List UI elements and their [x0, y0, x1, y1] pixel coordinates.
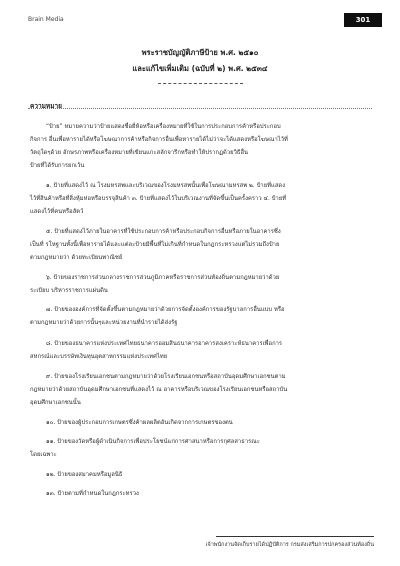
body-line: กิจการ อื่นเพื่อหารายได้หรือโฆษณาการค้าหรือกิจการอื่นเพื่อหารายได้ไม่ว่าจะได้แสดงหรือโฆษณาไว้ที่	[30, 137, 288, 143]
body-line: เป็นที่ รโหฐานทั้งนี้เพื่อหารายได้และแต่ละป้ายมีพื้นที่ไม่เกินที่กำหนดในกฎกระทรวงแต่ไม่รวมถึงป้าย	[30, 242, 280, 248]
body-line: ๙. ป้ายของโรงเรียนเอกชนตามกฎหมายว่าด้วยโรงเรียนเอกชนหรือสถาบันอุดมศึกษาเอกชนตาม	[46, 374, 286, 380]
body-line: กฎหมายว่าด้วยสถาบันอุดมศึกษาเอกชนที่แสดงไว้ ณ อาคารหรือบริเวณของโรงเรียนเอกชนหรือสถาบัน	[30, 387, 288, 393]
body-line: ๗. ป้ายขององค์การที่จัดตั้งขึ้นตามกฎหมายว่าด้วยการจัดตั้งองค์การของรัฐบาลการอื่นแบบ หรือ	[46, 307, 285, 313]
body-line: วัตถุใดๆด้วย อักษรภาพหรือเครื่องหมายที่เขียนแกะสลักจารึกหรือทำให้ปรากฏด้วยวิธีอื่น	[30, 150, 249, 156]
body-line: แสดงไว้ที่คนหรือสัตว์	[30, 209, 84, 215]
title-divider	[158, 83, 243, 84]
body-line: ๖. ป้ายของราชการส่วนกลางราชการส่วนภูมิภาคหรือราชการส่วนท้องถิ่นตามกฎหมายว่าด้วย	[46, 275, 280, 281]
body-line: สหกรณ์และบรรษัทเงินทุนอุตสาหกรรมแห่งประเทศไทย	[30, 354, 168, 360]
page-number-badge: 301	[344, 13, 382, 27]
body-line: อุดมศึกษาเอกชนนั้น	[30, 400, 81, 406]
section-divider	[28, 108, 372, 109]
body-line: ๑๒. ป้ายของสมาคมหรือมูลนิธิ	[46, 472, 123, 478]
body-line: ไว้ที่สินค้าหรือที่สิ่งหุ้มห่อหรือบรรจุสินค้า ๓. ป้ายที่แสดงไว้ในบริเวณงานที่จัดขึ้นเป็นครั้งคราว ๔. ป้ายที่	[30, 196, 287, 202]
body-line: ๘. ป้ายของธนาคารแห่งประเทศไทยธนาคารออมสินธนาคารอาคารสงเคราะห์ธนาคารเพื่อการ	[46, 341, 283, 347]
body-line: ตามกฎหมายว่า ด้วยทะเบียนพาณิชย์	[30, 255, 123, 261]
body-line: โดยเฉพาะ	[30, 452, 57, 458]
document-title: พระราชบัญญัติภาษีป้าย พ.ศ. ๒๕๑๐	[141, 48, 259, 57]
body-line: ป้ายที่ได้รับการยกเว้น	[30, 163, 85, 169]
section-heading: ความหมาย	[30, 102, 62, 110]
footer-caption: เจ้าพนักงานจัดเก็บรายได้ปฏิบัติการ กรมส่งเสริมการปกครองส่วนท้องถิ่น	[205, 542, 374, 548]
document-subtitle: และแก้ไขเพิ่มเติม (ฉบับที่ ๒) พ.ศ. ๒๕๓๔	[132, 64, 268, 73]
body-line: ระเบียบ บริหารราชการแผ่นดิน	[30, 288, 108, 294]
publisher-brand: Brain Media	[28, 16, 64, 23]
body-line: ๕. ป้ายที่แสดงไว้ภายในอาคารที่ใช้ประกอบการค้าหรือประกอบกิจการอื่นหรือภายในอาคารซึ่ง	[46, 229, 281, 235]
body-line: ๑๓. ป้ายตามที่กำหนดในกฎกระทรวง	[46, 491, 139, 497]
body-line: ๑. ป้ายที่แสดงไว้ ณ โรงมหรสพและบริเวณของโรงมหรสพนั้นเพื่อโฆษณามหรสพ ๒. ป้ายที่แสดง	[46, 183, 286, 189]
footer-divider	[216, 536, 374, 537]
body-line: ตามกฎหมายว่าด้วยการนั้นๆและหน่วยงานที่นำรายได้ส่งรัฐ	[30, 320, 178, 326]
body-line: “ป้าย” หมายความว่าป้ายแสดงชื่อยี่ห้อหรือเครื่องหมายที่ใช้ในการประกอบการค้าหรือประกอบ	[46, 124, 281, 130]
body-line: ๑๐. ป้ายของผู้ประกอบการเกษตรซึ่งค้าผลผลิตอันเกิดจากการเกษตรของตน	[46, 420, 233, 426]
body-line: ๑๑. ป้ายของวัดหรือผู้ดำเนินกิจการเพื่อประโยชน์แก่การศาสนาหรือการกุศลสาธารณะ	[46, 439, 260, 445]
